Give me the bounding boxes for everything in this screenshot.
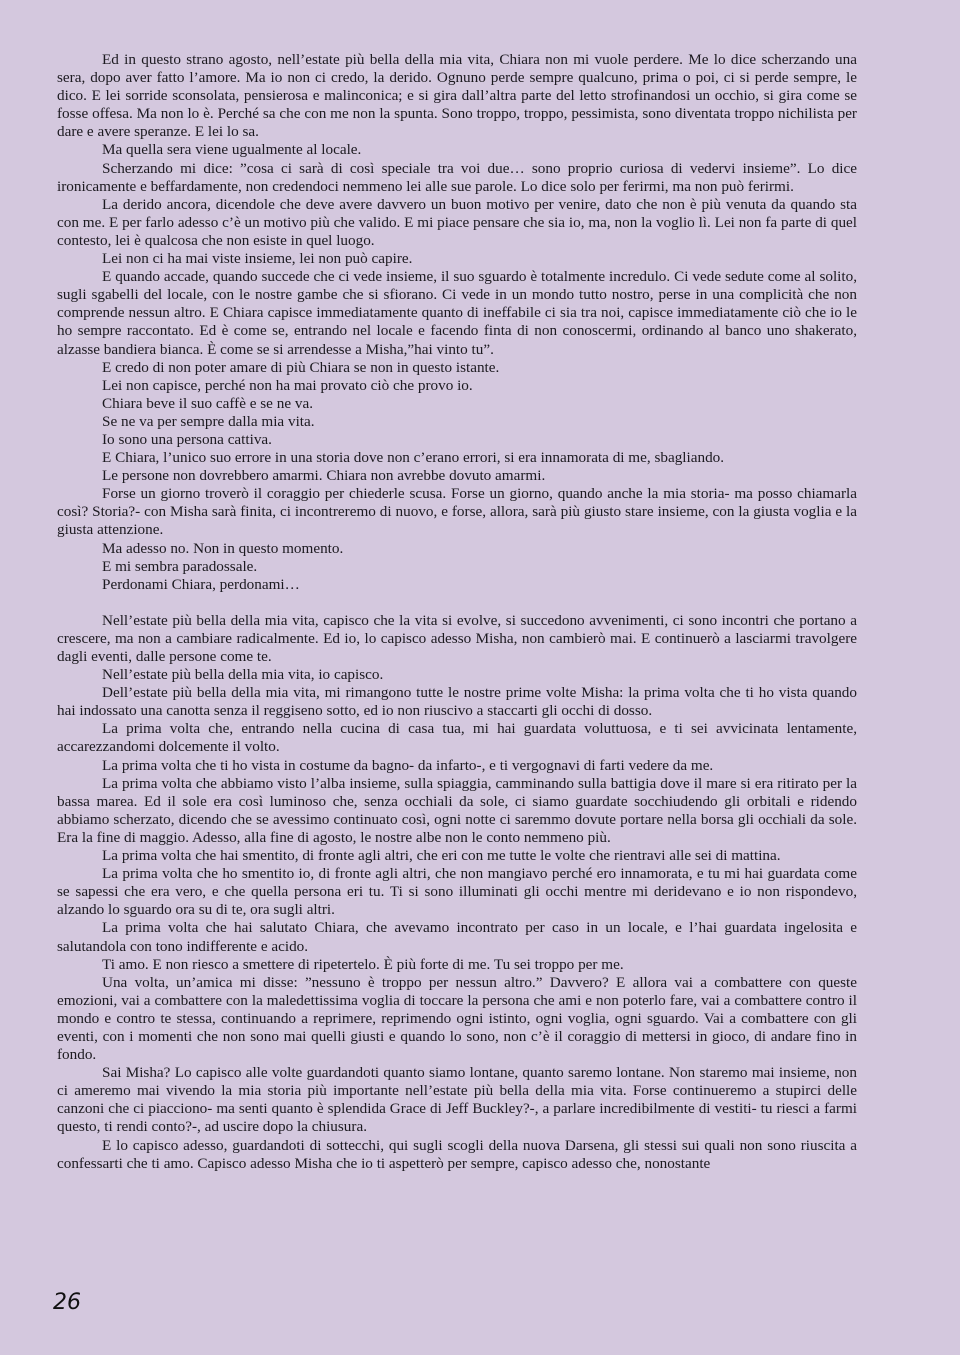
paragraph: Una volta, un’amica mi disse: ”nessuno è troppo per nessun altro.” Davvero? E allora vai a combattere con queste emozioni, vai a combattere con la maledettissima voglia di toccare la persona che ami e non poterlo fare, vai a combattere contro il mondo e contro te stessa, continuando a reprimere, reprimendo ogni istinto, ogni voglia, ogni sguardo. Vai a combattere con gli eventi, con i momenti che non sono mai quelli giusti e quando lo sono, non c’è il coraggio di mettersi in gioco, di andare fino in fondo. xyxy=(57,973,857,1064)
paragraph: E Chiara, l’unico suo errore in una storia dove non c’erano errori, si era innamorata di me, sbagliando. xyxy=(102,449,725,467)
paragraph: La prima volta che hai salutato Chiara, che avevamo incontrato per caso in un locale, e l’hai guardata ingelosita e salutandola con tono indifferente e acido. xyxy=(57,919,857,955)
paragraph: Lei non ci ha mai viste insieme, lei non può capire. xyxy=(102,250,413,268)
paragraph: Nell’estate più bella della mia vita, io capisco. xyxy=(102,666,384,684)
paragraph: Ti amo. E non riesco a smettere di ripetertelo. È più forte di me. Tu sei troppo per me. xyxy=(102,955,624,973)
paragraph: E lo capisco adesso, guardandoti di sottecchi, qui sugli scogli della nuova Darsena, gli stessi sui quali non sono riuscita a confessarti che ti amo. Capisco adesso Misha che io ti aspetterò per sempre, capisco adesso che, nonostante xyxy=(57,1136,857,1172)
paragraph: E credo di non poter amare di più Chiara se non in questo istante. xyxy=(102,358,500,376)
paragraph: Sai Misha? Lo capisco alle volte guardandoti quanto siamo lontane, quanto saremo lontane. Non staremo mai insieme, non ci ameremo mai vivendo la mia storia più importante nell’estate più bella della mia vita. Forse continueremo a stupirci delle canzoni che ci piacciono- ma senti quanto è splendida Grace di Jeff Buckley?-, a parlare incredibilmente di vestiti- tu riesci a farmi questo, ti rendi conto?-, ad uscire dopo la chiusura. xyxy=(57,1064,857,1136)
paragraph: E mi sembra paradossale. xyxy=(102,557,258,575)
paragraph: Ma adesso no. Non in questo momento. xyxy=(102,539,344,557)
paragraph: Perdonami Chiara, perdonami… xyxy=(102,575,300,593)
paragraph: Chiara beve il suo caffè e se ne va. xyxy=(102,394,313,412)
paragraph: Ed in questo strano agosto, nell’estate più bella della mia vita, Chiara non mi vuole perdere. Me lo dice scherzando una sera, dopo aver fatto l’amore. Ma io non ci credo, la derido. Ognuno perde sempre qualcuno, prima o poi, ci si perde sempre, le dico. E lei sorride sconsolata, pensierosa e malinconica; e si gira dall’altra parte del letto strofinandosi un occhio, si gira come se fosse offesa. Ma non lo è. Perché sa che con me non la spunta. Sono troppo, troppo, pessimista, sono diventata troppo nichilista per dare e avere speranze. E lei lo sa. xyxy=(57,51,857,141)
body-text xyxy=(57,51,857,1173)
paragraph: La prima volta che hai smentito, di fronte agli altri, che eri con me tutte le volte che rientravi alle sei di mattina. xyxy=(102,847,781,865)
paragraph: Scherzando mi dice: ”cosa ci sarà di così speciale tra voi due… sono proprio curiosa di vedervi insieme”. Lo dice ironicamente e beffardamente, non credendoci nemmeno lei alle sue parole. Lo dice solo per ferirmi, ma non può ferirmi. xyxy=(57,159,857,195)
paragraph: La derido ancora, dicendole che deve avere davvero un buon motivo per venire, dato che non è più venuta da quando sta con me. E per farlo adesso c’è un motivo più che valido. E mi piace pensare che sia io, ma, non la voglio lì. Lei non fa parte di quel contesto, lei è qualcosa che non esiste in quel luogo. xyxy=(57,195,857,249)
paragraph: Se ne va per sempre dalla mia vita. xyxy=(102,412,315,430)
page-number: 26 xyxy=(53,1290,81,1315)
paragraph: Io sono una persona cattiva. xyxy=(102,430,272,448)
paragraph: La prima volta che abbiamo visto l’alba insieme, sulla spiaggia, camminando sulla battigia dove il mare si era ritirato per la bassa marea. Ed il sole era così luminoso che, senza occhiali da sole, ci siamo guardate socchiudendo gli orbitali e ridendo abbiamo scherzato, dicendo che se avessimo continuato così, ogni notte ci saremmo dovute portare nella borsa gli occhiali da sole. Era la fine di maggio. Adesso, alla fine di agosto, le nostre albe non le conto nemmeno più. xyxy=(57,774,857,846)
paragraph: Dell’estate più bella della mia vita, mi rimangono tutte le nostre prime volte Misha: la prima volta che ti ho vista quando hai indossato una canotta senza il reggiseno sotto, ed io non riuscivo a staccarti gli occhi di dosso. xyxy=(57,684,857,720)
paragraph: Nell’estate più bella della mia vita, capisco che la vita si evolve, si succedono avvenimenti, ci sono incontri che portano a crescere, ma non a cambiare radicalmente. Ed io, lo capisco adesso Misha, non cambierò mai. E continuerò a lasciarmi travolgere dagli eventi, dalle persone come te. xyxy=(57,611,857,665)
paragraph: Forse un giorno troverò il coraggio per chiederle scusa. Forse un giorno, quando anche la mia storia- ma posso chiamarla così? Storia?- con Misha sarà finita, ci incontreremo di nuovo, e forse, allora, sarà più giusto stare insieme, con la giusta voglia e la giusta attenzione. xyxy=(57,485,857,539)
paragraph: La prima volta che, entrando nella cucina di casa tua, mi hai guardata voluttuosa, e ti sei avvicinata lentamente, accarezzandomi dolcemente il volto. xyxy=(57,720,857,756)
paragraph: Ma quella sera viene ugualmente al locale. xyxy=(102,141,362,159)
paragraph: Le persone non dovrebbero amarmi. Chiara non avrebbe dovuto amarmi. xyxy=(102,467,546,485)
paragraph: E quando accade, quando succede che ci vede insieme, il suo sguardo è totalmente incredulo. Ci vede sedute come al solito, sugli sgabelli del locale, con le nostre gambe che si sfiorano. Ci vede in un mondo tutto nostro, perse in una complicità che non comprende nessun altro. E Chiara capisce immediatamente quanto di ineffabile ci sia tra noi, capisce immediatamente ciò che io le ho sempre raccontato. Ed è come se, entrando nel locale e facendo finta di non conoscermi, ordinando al banco uno shakerato, alzasse bandiera bianca. È come se si arrendesse a Misha,”hai vinto tu”. xyxy=(57,268,857,358)
paragraph: Lei non capisce, perché non ha mai provato ciò che provo io. xyxy=(102,376,473,394)
paragraph: La prima volta che ti ho vista in costume da bagno- da infarto-, e ti vergognavi di farti vedere da me. xyxy=(102,756,714,774)
paragraph: La prima volta che ho smentito io, di fronte agli altri, che non mangiavo perché ero innamorata, e tu mi hai guardata come se sapessi che era vero, e che quella persona eri tu. Ti si sono illuminati gli occhi mentre mi deridevano e io non rispondevo, alzando lo sguardo ora su di te, ora sugli altri. xyxy=(57,865,857,919)
